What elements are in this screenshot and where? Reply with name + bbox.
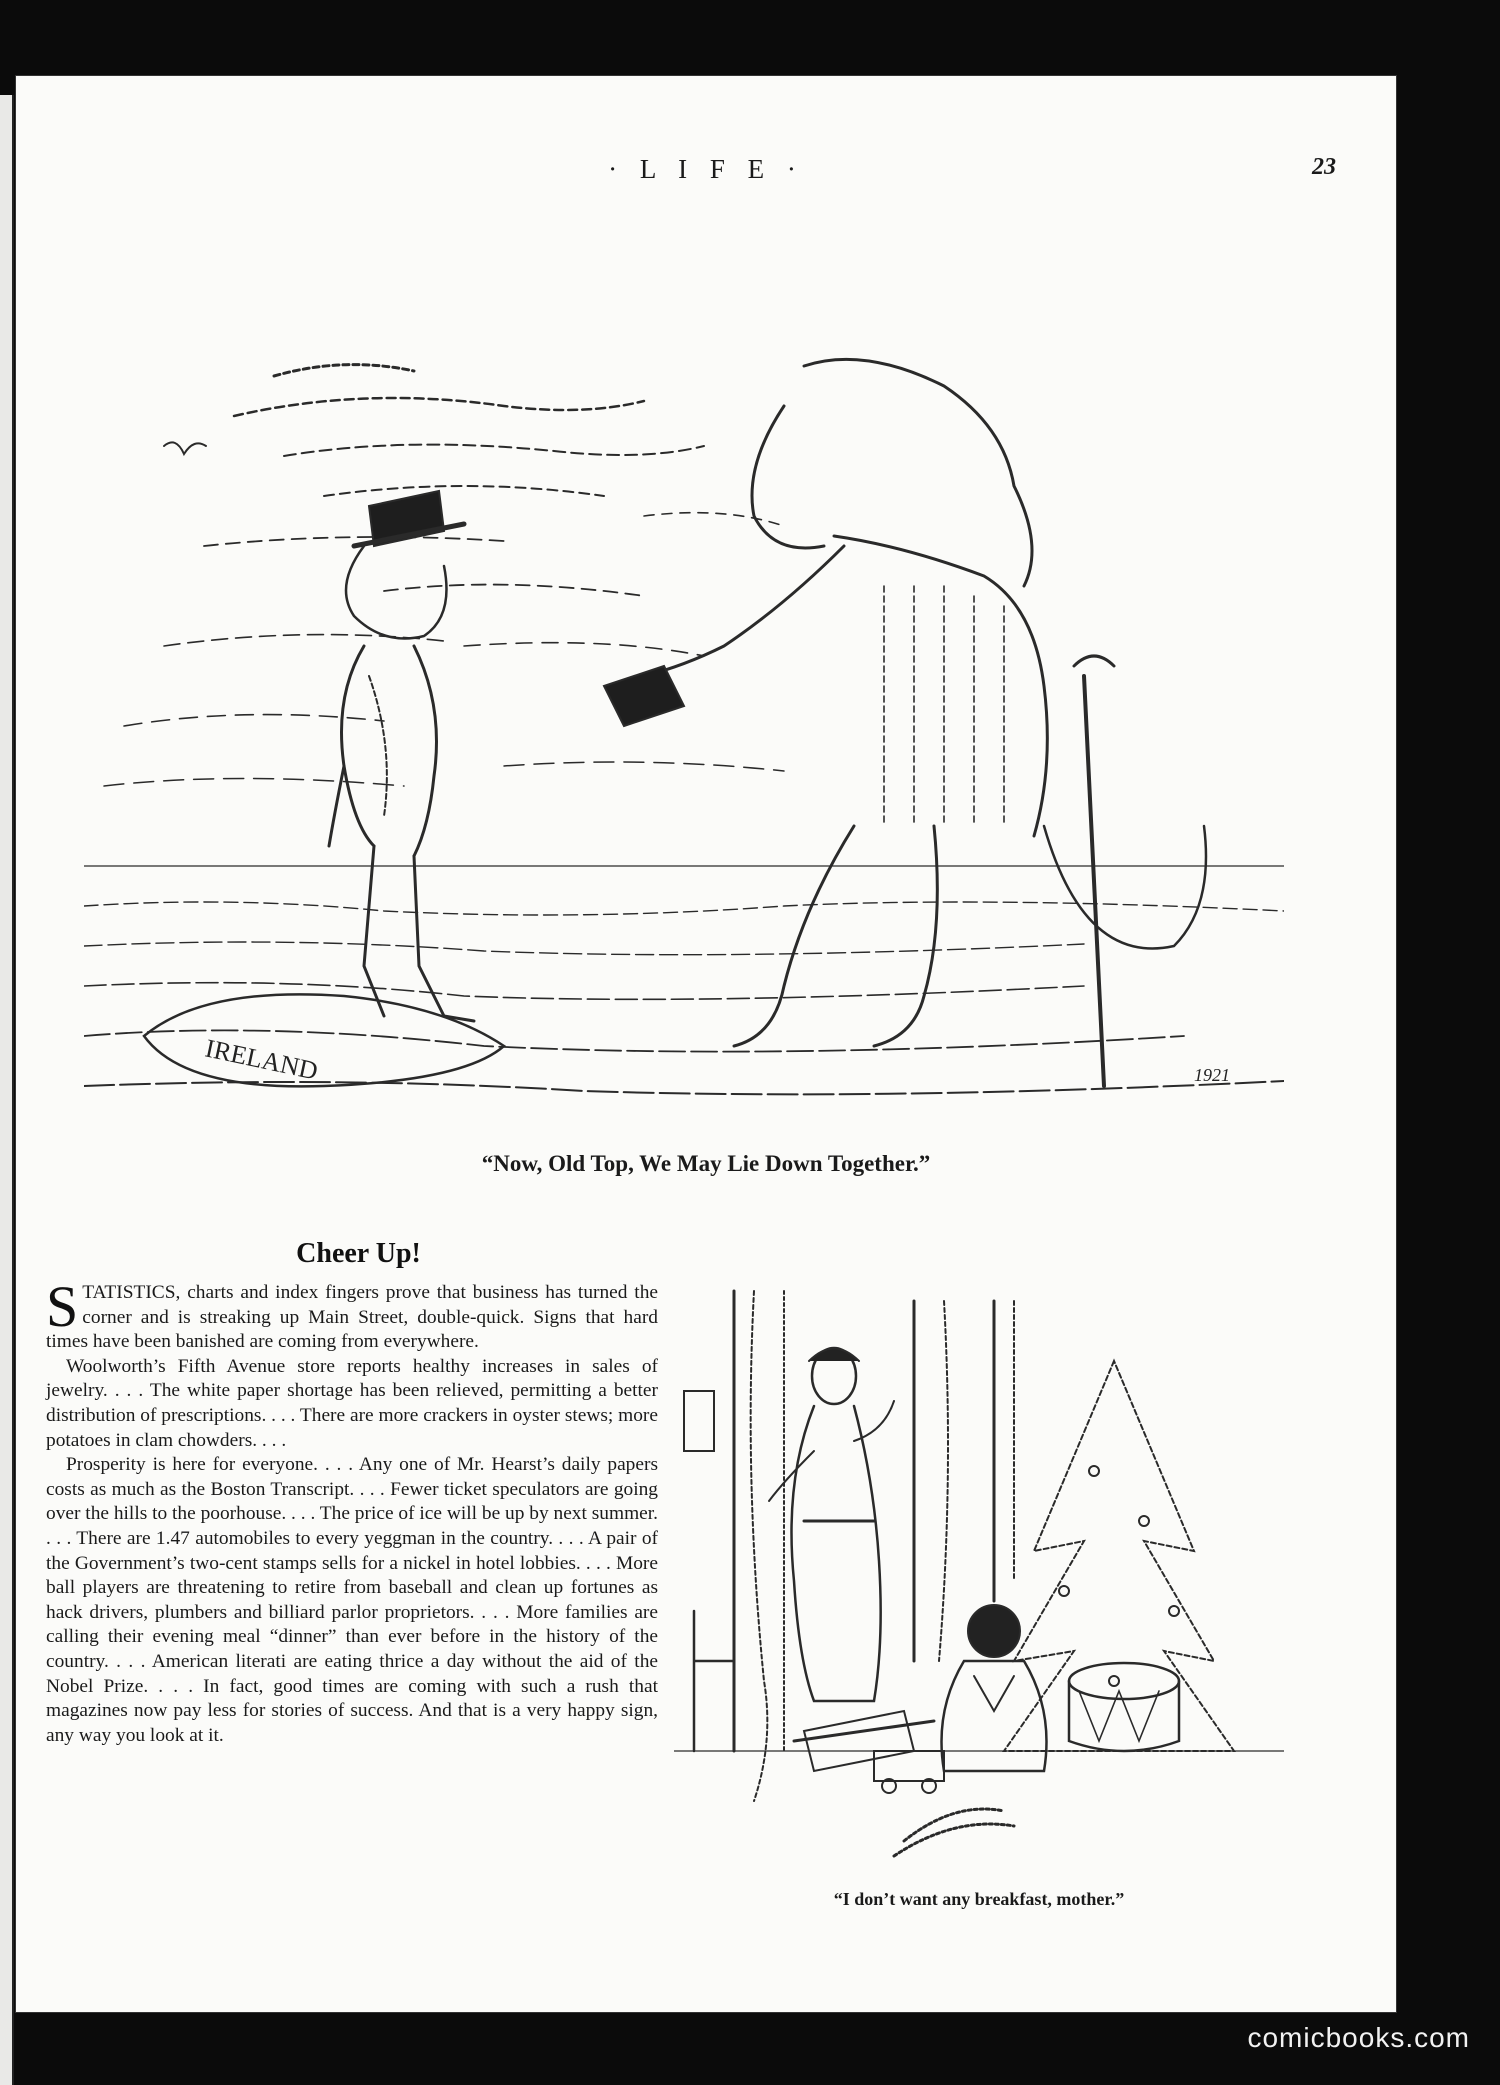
article-body [46, 1274, 658, 1748]
illustration-drawing [674, 1281, 1284, 1871]
article-title: Cheer Up! [296, 1238, 421, 1269]
running-head: · L I F E · [608, 154, 804, 184]
editorial-cartoon-illustration [84, 346, 1284, 1116]
bottom-cartoon-caption: “I don’t want any breakfast, mother.” [833, 1889, 1125, 1909]
christmas-morning-illustration [674, 1281, 1284, 1871]
article-paragraph-3: Prosperity is here for everyone. . . . Any one of Mr. Hearst’s daily papers costs as much as the Boston Transcript. . . . Fewer ticket speculators are going over the hills to the poorhouse. . . . The price of ice will be up by next summer. . . . There are 1.47 automobiles to every yeggman in the country. . . . A pair of the Government’s two-cent stamps sells for a nickel in hotel lobbies. . . . More ball players are threatening to retire from baseball and clean up fortunes as hack drivers, plumbers and billiard parlor proprietors. . . . More families are calling their evening meal “dinner” than ever before in the history of the country. . . . American literati are eating thrice a day without the aid of the Nobel Prize. . . . In fact, good times are coming with such a rush that magazines now pay less for stories of success. And that is a very happy sign, any way you look at it. [46, 1454, 658, 1746]
article-paragraph-1 [46, 1274, 658, 1355]
island-label: IRELAND [202, 1033, 321, 1086]
site-watermark: comicbooks.com [1247, 2022, 1470, 2053]
cartoon-drawing [84, 346, 1284, 1116]
magazine-page [16, 76, 1396, 2012]
artist-signature: 1921 [1194, 1065, 1230, 1085]
top-cartoon-caption: “Now, Old Top, We May Lie Down Together.” [481, 1151, 931, 1176]
article-paragraph-1-text: TATISTICS, charts and index fingers prove that business has turned the corner and is streaking up Main Street, double-quick. Signs that hard times have been banished are coming from everywhere. [46, 1282, 658, 1353]
article-paragraph-2: Woolworth’s Fifth Avenue store reports healthy increases in sales of jewelry. . . . The white paper shortage has been relieved, permitting a better distribution of prescriptions. . . . There are more crackers in oyster stews; more potatoes in clam chowders. . . . [46, 1355, 658, 1451]
previous-page-edge [0, 95, 14, 2085]
drop-cap: S [46, 1274, 79, 1339]
page-number: 23 [1312, 154, 1336, 180]
